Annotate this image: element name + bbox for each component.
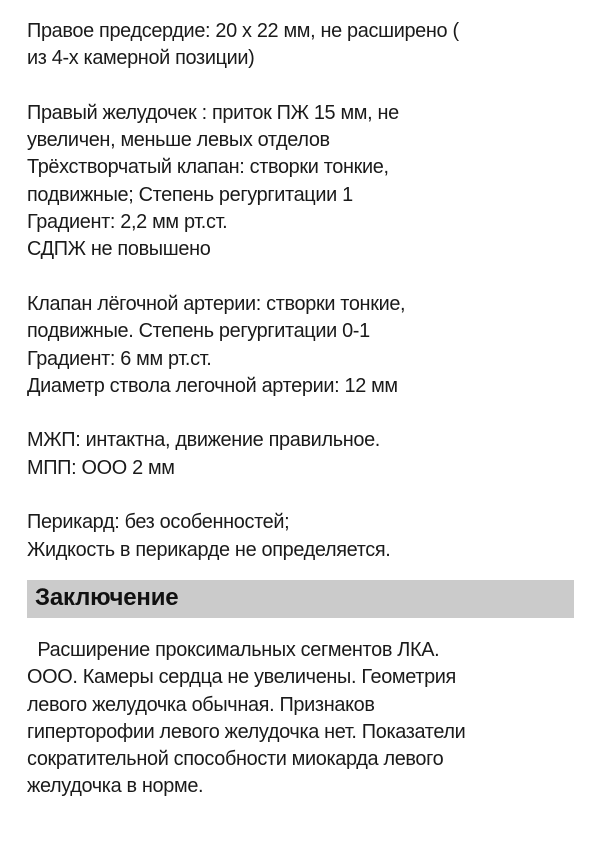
conclusion-title: Заключение: [35, 584, 179, 611]
paragraph-gap: [27, 481, 577, 508]
text-line: левого желудочка обычная. Признаков: [27, 692, 375, 716]
text-line: СДПЖ не повышено: [27, 237, 211, 261]
conclusion-body: [27, 636, 577, 800]
text-line: увеличен, меньше левых отделов: [27, 128, 330, 152]
text-line: сократительной способности миокарда левого: [27, 747, 444, 771]
paragraph-gap: [27, 72, 577, 99]
findings-section: [27, 17, 577, 563]
text-line: ООО. Камеры сердца не увеличены. Геометрия: [27, 665, 456, 689]
right-atrium-paragraph: [27, 17, 577, 72]
text-line: Градиент: 6 мм рт.ст.: [27, 346, 212, 370]
text-line: Градиент: 2,2 мм рт.ст.: [27, 210, 228, 234]
right-ventricle-paragraph: [27, 99, 577, 263]
text-line: Клапан лёгочной артерии: створки тонкие,: [27, 291, 406, 315]
text-line: подвижные; Степень регургитации 1: [27, 182, 353, 206]
text-line: из 4-х камерной позиции): [27, 46, 255, 70]
text-line: Правый желудочек : приток ПЖ 15 мм, не: [27, 100, 399, 124]
pericardium-paragraph: [27, 508, 577, 563]
text-line: гиперторофии левого желудочка нет. Показатели: [27, 719, 466, 743]
text-line: подвижные. Степень регургитации 0-1: [27, 319, 370, 343]
text-line: Расширение проксимальных сегментов ЛКА.: [27, 638, 440, 661]
septum-paragraph: [27, 426, 577, 481]
paragraph-gap: [27, 399, 577, 426]
text-line: Диаметр ствола легочной артерии: 12 мм: [27, 373, 398, 397]
text-line: МПП: ООО 2 мм: [27, 455, 175, 479]
paragraph-gap: [27, 263, 577, 290]
text-line: МЖП: интактна, движение правильное.: [27, 428, 381, 452]
text-line: Перикард: без особенностей;: [27, 510, 290, 534]
text-line: Жидкость в перикарде не определяется.: [27, 537, 391, 561]
text-line: Трёхстворчатый клапан: створки тонкие,: [27, 155, 389, 179]
pulmonary-valve-paragraph: [27, 290, 577, 399]
text-line: Правое предсердие: 20 х 22 мм, не расширено (: [27, 19, 459, 42]
conclusion-header: [27, 580, 574, 618]
text-line: желудочка в норме.: [27, 774, 204, 798]
